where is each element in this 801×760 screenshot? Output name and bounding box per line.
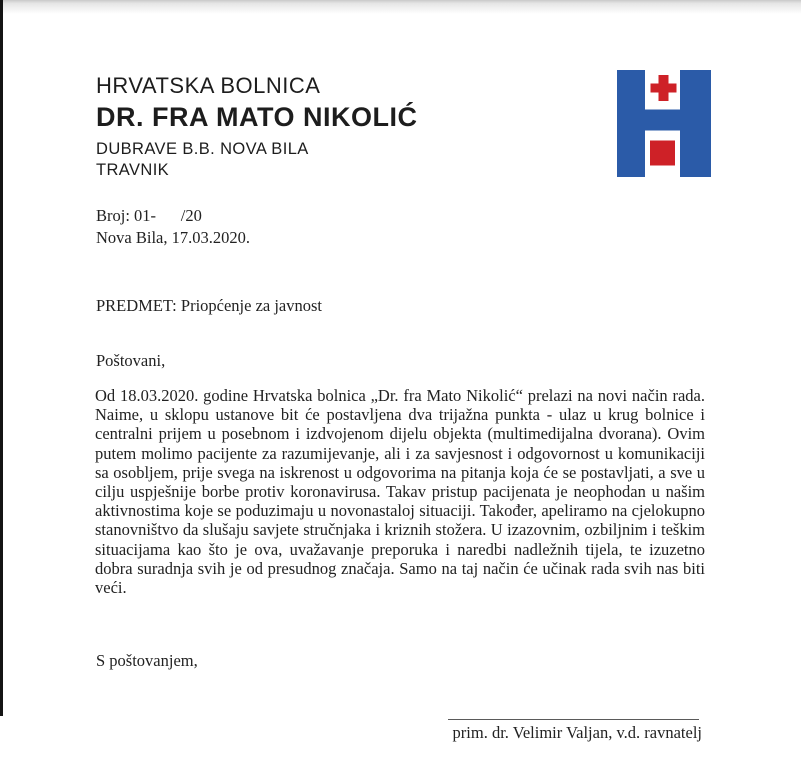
logo-square (650, 141, 675, 166)
scan-edge-top (0, 0, 801, 14)
scan-edge-left (0, 0, 3, 716)
hospital-name-line2: DR. FRA MATO NIKOLIĆ (96, 102, 418, 132)
closing-phrase: S poštovanjem, (96, 651, 198, 670)
hospital-name-line1: HRVATSKA BOLNICA (96, 73, 321, 98)
salutation: Poštovani, (96, 351, 166, 370)
reference-block (96, 205, 250, 249)
logo-left-bar (617, 70, 645, 177)
logo-cross-horizontal (651, 84, 677, 93)
letterhead (96, 72, 417, 181)
logo-crossbar (644, 110, 681, 131)
address-line2: TRAVNIK (96, 161, 170, 179)
place-date-line: Nova Bila, 17.03.2020. (96, 228, 250, 247)
signature-rule (448, 719, 699, 720)
reference-number: Broj: 01- /20 (96, 206, 202, 225)
signatory-name: prim. dr. Velimir Valjan, v.d. ravnatelj (452, 723, 702, 742)
body-paragraph: Od 18.03.2020. godine Hrvatska bolnica „Dr. fra Mato Nikolić“ prelazi na novi način rada. Naime, u sklopu ustanove bit će postavljena dva trijažna punkta - ulaz u krug bolnice i centralni prijem u posebnom i izdvojenom dijelu objekta (multimedijalna dvorana). Ovim putem molimo pacijente za razumijevanje, ali i za savjesnost i odgovornost u komunikaciji sa osobljem, prije svega na iskrenost u odgovorima na pitanja koja će se postavljati, a sve u cilju uspješnije borbe protiv koronavirusa. Takav pristup pacijenata je neophodan u našim aktivnostima koje se poduzimaju u novonastaloj situaciji. Također, apeliramo na cjelokupno stanovništvo da slušaju savjete stručnjaka i kriznih stožera. U izazovnim, ozbiljnim i teškim situacijama kao što je ova, uvažavanje preporuka i naredbi nadležnih tijela, te izuzetno dobra suradnja svih je od presudnog značaja. Samo na taj način će učinak rada svih nas biti veći. (95, 386, 705, 598)
logo-right-bar (680, 70, 711, 177)
subject-line: PREDMET: Priopćenje za javnost (96, 296, 323, 315)
hospital-h-logo-icon (617, 70, 711, 177)
address-line1: DUBRAVE B.B. NOVA BILA (96, 140, 309, 158)
